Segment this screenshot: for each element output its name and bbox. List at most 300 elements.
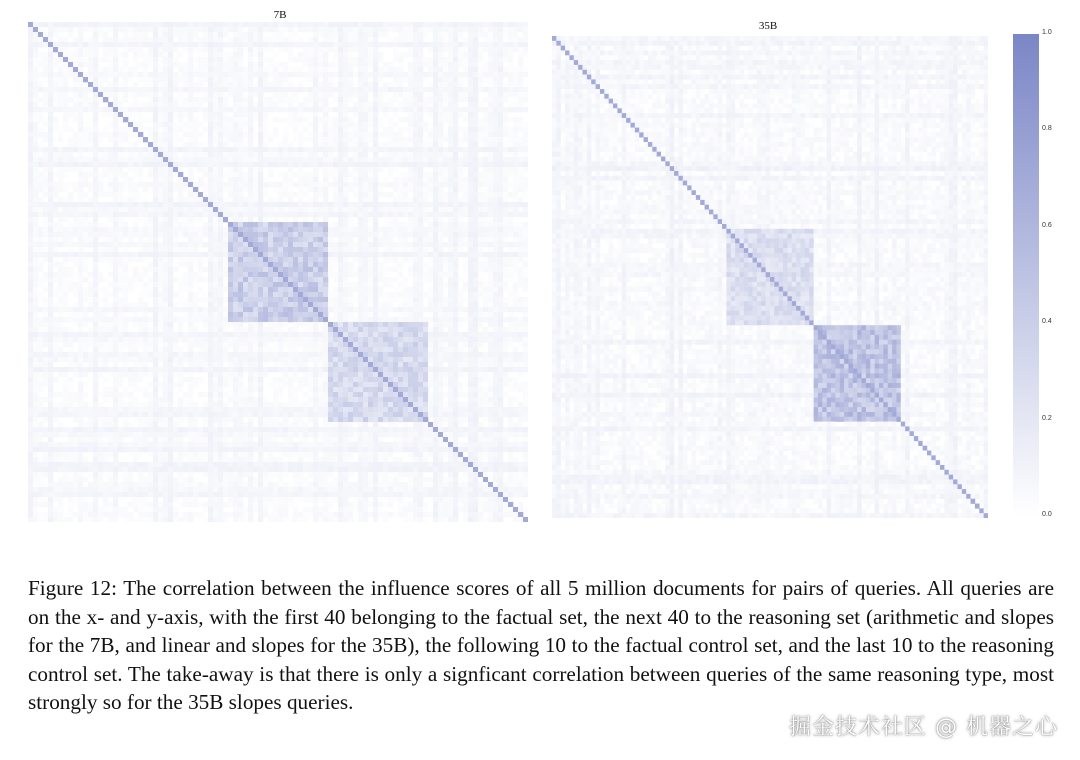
heatmap-cell [513, 42, 518, 47]
heatmap-cell [358, 77, 363, 82]
heatmap-cell [433, 62, 438, 67]
heatmap-cell [353, 152, 358, 157]
heatmap-cell [68, 287, 73, 292]
heatmap-cell [138, 132, 143, 137]
heatmap-cell [303, 72, 308, 77]
heatmap-cell [198, 72, 203, 77]
heatmap-cell [428, 247, 433, 252]
heatmap-cell [413, 277, 418, 282]
heatmap-cell [153, 222, 158, 227]
heatmap-cell [253, 87, 258, 92]
heatmap-cell [218, 32, 223, 37]
heatmap-cell [213, 227, 218, 232]
heatmap-cell [68, 67, 73, 72]
heatmap-cell [238, 107, 243, 112]
heatmap-cell [428, 297, 433, 302]
heatmap-cell [473, 112, 478, 117]
heatmap-cell [463, 152, 468, 157]
heatmap-cell [258, 172, 263, 177]
heatmap-cell [173, 227, 178, 232]
heatmap-cell [483, 287, 488, 292]
heatmap-cell [153, 47, 158, 52]
heatmap-cell [118, 52, 123, 57]
heatmap-cell [138, 127, 143, 132]
heatmap-cell [428, 222, 433, 227]
heatmap-cell [363, 192, 368, 197]
heatmap-cell [53, 32, 58, 37]
heatmap-cell [358, 197, 363, 202]
heatmap-cell [513, 77, 518, 82]
heatmap-cell [403, 152, 408, 157]
heatmap-cell [383, 142, 388, 147]
heatmap-cell [258, 62, 263, 67]
heatmap-cell [143, 72, 148, 77]
heatmap-cell [103, 167, 108, 172]
heatmap-cell [138, 277, 143, 282]
heatmap-cell [433, 217, 438, 222]
heatmap-cell [523, 287, 528, 292]
heatmap-cell [398, 247, 403, 252]
heatmap-cell [413, 92, 418, 97]
heatmap-cell [513, 242, 518, 247]
heatmap-cell [338, 137, 343, 142]
heatmap-cell [418, 292, 423, 297]
heatmap-cell [358, 22, 363, 27]
heatmap-cell [388, 292, 393, 297]
heatmap-cell [173, 247, 178, 252]
heatmap-cell [268, 22, 273, 27]
heatmap-cell [483, 62, 488, 67]
heatmap-cell [168, 167, 173, 172]
heatmap-cell [68, 97, 73, 102]
heatmap-cell [343, 222, 348, 227]
heatmap-cell [268, 102, 273, 107]
heatmap-cell [158, 137, 163, 142]
heatmap-cell [473, 107, 478, 112]
heatmap-cell [228, 52, 233, 57]
heatmap-cell [203, 147, 208, 152]
heatmap-cell [343, 207, 348, 212]
heatmap-cell [193, 217, 198, 222]
heatmap-cell [73, 92, 78, 97]
heatmap-cell [423, 277, 428, 282]
heatmap-cell [458, 187, 463, 192]
heatmap-cell [368, 177, 373, 182]
heatmap-cell [253, 247, 258, 252]
heatmap-cell [433, 42, 438, 47]
heatmap-cell [173, 72, 178, 77]
heatmap-cell [518, 147, 523, 152]
heatmap-cell [448, 157, 453, 162]
heatmap-cell [188, 267, 193, 272]
heatmap-cell [88, 142, 93, 147]
heatmap-cell [178, 92, 183, 97]
heatmap-cell [443, 92, 448, 97]
heatmap-cell [293, 282, 298, 287]
heatmap-cell [483, 232, 488, 237]
heatmap-cell [233, 237, 238, 242]
heatmap-cell [358, 72, 363, 77]
heatmap-cell [378, 237, 383, 242]
heatmap-cell [403, 287, 408, 292]
heatmap-cell [513, 37, 518, 42]
heatmap-cell [323, 257, 328, 262]
heatmap-cell [273, 287, 278, 292]
heatmap-cell [103, 97, 108, 102]
heatmap-cell [238, 147, 243, 152]
heatmap-cell [363, 32, 368, 37]
heatmap-cell [128, 207, 133, 212]
heatmap-cell [138, 157, 143, 162]
heatmap-cell [438, 187, 443, 192]
heatmap-cell [238, 102, 243, 107]
heatmap-cell [218, 227, 223, 232]
heatmap-cell [408, 77, 413, 82]
heatmap-cell [418, 42, 423, 47]
heatmap-cell [428, 142, 433, 147]
heatmap-cell [458, 182, 463, 187]
heatmap-cell [453, 167, 458, 172]
heatmap-cell [283, 152, 288, 157]
heatmap-cell [48, 222, 53, 227]
heatmap-cell [278, 142, 283, 147]
heatmap-cell [273, 67, 278, 72]
heatmap-cell [363, 172, 368, 177]
heatmap-cell [488, 217, 493, 222]
heatmap-cell [248, 22, 253, 27]
heatmap-cell [318, 42, 323, 47]
heatmap-cell [443, 182, 448, 187]
heatmap-cell [303, 97, 308, 102]
heatmap-cell [158, 132, 163, 137]
heatmap-cell [243, 182, 248, 187]
heatmap-cell [163, 242, 168, 247]
heatmap-cell [313, 262, 318, 267]
heatmap-cell [78, 42, 83, 47]
heatmap-cell [433, 72, 438, 77]
heatmap-cell [98, 97, 103, 102]
heatmap-cell [228, 182, 233, 187]
heatmap-cell [353, 227, 358, 232]
heatmap-cell [358, 257, 363, 262]
heatmap-cell [423, 77, 428, 82]
heatmap-cell [213, 272, 218, 277]
heatmap-cell [438, 62, 443, 67]
heatmap-cell [483, 267, 488, 272]
heatmap-cell [148, 212, 153, 217]
heatmap-cell [448, 272, 453, 277]
heatmap-cell [403, 292, 408, 297]
heatmap-cell [98, 72, 103, 77]
heatmap-cell [213, 82, 218, 87]
heatmap-cell [328, 27, 333, 32]
heatmap-cell [463, 97, 468, 102]
heatmap-cell [128, 217, 133, 222]
heatmap-cell [98, 207, 103, 212]
heatmap-cell [203, 187, 208, 192]
heatmap-cell [258, 102, 263, 107]
heatmap-cell [413, 177, 418, 182]
heatmap-cell [308, 222, 313, 227]
heatmap-cell [33, 227, 38, 232]
heatmap-cell [188, 252, 193, 257]
heatmap-cell [228, 162, 233, 167]
heatmap-cell [293, 92, 298, 97]
heatmap-cell [68, 202, 73, 207]
heatmap-cell [348, 87, 353, 92]
heatmap-cell [438, 57, 443, 62]
heatmap-cell [368, 52, 373, 57]
heatmap-cell [178, 172, 183, 177]
heatmap-cell [408, 22, 413, 27]
heatmap-cell [508, 202, 513, 207]
heatmap-cell [498, 222, 503, 227]
heatmap-cell [468, 57, 473, 62]
heatmap-cell [338, 42, 343, 47]
heatmap-cell [328, 72, 333, 77]
heatmap-cell [348, 297, 353, 302]
heatmap-cell [193, 252, 198, 257]
heatmap-cell [523, 232, 528, 237]
heatmap-cell [243, 132, 248, 137]
heatmap-cell [58, 97, 63, 102]
heatmap-cell [168, 127, 173, 132]
heatmap-cell [253, 162, 258, 167]
heatmap-cell [108, 42, 113, 47]
heatmap-cell [288, 187, 293, 192]
heatmap-cell [173, 222, 178, 227]
heatmap-cell [278, 222, 283, 227]
heatmap-cell [398, 127, 403, 132]
heatmap-cell [338, 222, 343, 227]
heatmap-cell [128, 47, 133, 52]
heatmap-cell [238, 202, 243, 207]
heatmap-cell [393, 292, 398, 297]
heatmap-cell [318, 222, 323, 227]
heatmap-cell [68, 142, 73, 147]
heatmap-cell [198, 52, 203, 57]
heatmap-cell [403, 32, 408, 37]
heatmap-cell [288, 247, 293, 252]
heatmap-cell [178, 252, 183, 257]
heatmap-cell [463, 107, 468, 112]
heatmap-cell [168, 92, 173, 97]
heatmap-cell [353, 122, 358, 127]
heatmap-cell [448, 297, 453, 302]
heatmap-cell [313, 27, 318, 32]
heatmap-cell [413, 242, 418, 247]
heatmap-cell [393, 107, 398, 112]
heatmap-cell [123, 247, 128, 252]
heatmap-cell [283, 62, 288, 67]
heatmap-cell [293, 182, 298, 187]
heatmap-cell [53, 242, 58, 247]
heatmap-cell [293, 242, 298, 247]
heatmap-cell [448, 27, 453, 32]
heatmap-cell [128, 237, 133, 242]
heatmap-cell [153, 252, 158, 257]
heatmap-cell [388, 22, 393, 27]
heatmap-cell [183, 157, 188, 162]
heatmap-cell [288, 237, 293, 242]
heatmap-cell [133, 302, 138, 307]
heatmap-cell [208, 67, 213, 72]
heatmap-cell [58, 272, 63, 277]
heatmap-cell [93, 147, 98, 152]
heatmap-cell [33, 262, 38, 267]
heatmap-cell [63, 87, 68, 92]
heatmap-cell [258, 92, 263, 97]
heatmap-cell [208, 22, 213, 27]
heatmap-cell [438, 222, 443, 227]
heatmap-cell [318, 182, 323, 187]
heatmap-cell [398, 52, 403, 57]
heatmap-cell [458, 127, 463, 132]
heatmap-cell [248, 212, 253, 217]
heatmap-cell [268, 137, 273, 142]
heatmap-cell [218, 52, 223, 57]
heatmap-cell [498, 207, 503, 212]
heatmap-cell [153, 292, 158, 297]
heatmap-cell [298, 277, 303, 282]
heatmap-cell [348, 182, 353, 187]
heatmap-cell [133, 112, 138, 117]
heatmap-cell [403, 182, 408, 187]
heatmap-cell [308, 272, 313, 277]
heatmap-cell [423, 212, 428, 217]
heatmap-cell [138, 242, 143, 247]
heatmap-cell [263, 252, 268, 257]
heatmap-cell [273, 232, 278, 237]
heatmap-cell [78, 157, 83, 162]
heatmap-cell [203, 197, 208, 202]
heatmap-cell [158, 157, 163, 162]
heatmap-cell [438, 162, 443, 167]
heatmap-cell [488, 82, 493, 87]
heatmap-cell [333, 52, 338, 57]
heatmap-cell [508, 137, 513, 142]
heatmap-cell [243, 277, 248, 282]
heatmap-cell [373, 67, 378, 72]
heatmap-cell [398, 72, 403, 77]
heatmap-cell [258, 162, 263, 167]
heatmap-cell [433, 277, 438, 282]
heatmap-cell [273, 27, 278, 32]
heatmap-cell [233, 282, 238, 287]
heatmap-cell [218, 132, 223, 137]
heatmap-cell [363, 22, 368, 27]
heatmap-cell [183, 87, 188, 92]
heatmap-cell [48, 167, 53, 172]
heatmap-cell [348, 92, 353, 97]
heatmap-cell [133, 37, 138, 42]
heatmap-cell [228, 242, 233, 247]
heatmap-cell [238, 227, 243, 232]
heatmap-cell [323, 177, 328, 182]
heatmap-cell [243, 242, 248, 247]
heatmap-cell [153, 262, 158, 267]
heatmap-cell [468, 162, 473, 167]
heatmap-cell [443, 227, 448, 232]
heatmap-cell [33, 132, 38, 137]
heatmap-cell [503, 152, 508, 157]
heatmap-cell [258, 67, 263, 72]
heatmap-cell [293, 237, 298, 242]
heatmap-cell [63, 67, 68, 72]
heatmap-cell [508, 257, 513, 262]
heatmap-cell [418, 127, 423, 132]
heatmap-cell [388, 107, 393, 112]
heatmap-cell [498, 287, 503, 292]
heatmap-cell [403, 72, 408, 77]
heatmap-cell [433, 147, 438, 152]
heatmap-cell [493, 277, 498, 282]
heatmap-cell [473, 157, 478, 162]
heatmap-cell [173, 102, 178, 107]
heatmap-cell [118, 282, 123, 287]
heatmap-cell [223, 82, 228, 87]
heatmap-cell [338, 192, 343, 197]
heatmap-cell [253, 132, 258, 137]
heatmap-cell [273, 227, 278, 232]
heatmap-cell [178, 147, 183, 152]
heatmap-cell [503, 192, 508, 197]
heatmap-cell [58, 162, 63, 167]
heatmap-cell [413, 217, 418, 222]
heatmap-cell [243, 262, 248, 267]
heatmap-cell [188, 97, 193, 102]
heatmap-cell [43, 122, 48, 127]
heatmap-cell [493, 187, 498, 192]
heatmap-cell [58, 237, 63, 242]
heatmap-cell [423, 202, 428, 207]
heatmap-cell [383, 87, 388, 92]
heatmap-cell [363, 152, 368, 157]
heatmap-cell [248, 247, 253, 252]
heatmap-cell [363, 157, 368, 162]
heatmap-cell [488, 107, 493, 112]
heatmap-cell [228, 297, 233, 302]
heatmap-cell [378, 57, 383, 62]
heatmap-cell [158, 177, 163, 182]
heatmap-cell [293, 272, 298, 277]
heatmap-cell [518, 282, 523, 287]
heatmap-cell [298, 152, 303, 157]
heatmap-cell [323, 182, 328, 187]
heatmap-cell [368, 112, 373, 117]
heatmap-cell [188, 152, 193, 157]
heatmap-cell [288, 222, 293, 227]
heatmap-cell [518, 122, 523, 127]
heatmap-cell [43, 97, 48, 102]
heatmap-cell [113, 282, 118, 287]
heatmap-cell [508, 82, 513, 87]
heatmap-cell [358, 147, 363, 152]
heatmap-cell [328, 122, 333, 127]
heatmap-cell [128, 252, 133, 257]
heatmap-cell [393, 212, 398, 217]
heatmap-cell [338, 172, 343, 177]
heatmap-cell [263, 132, 268, 137]
heatmap-cell [358, 202, 363, 207]
heatmap-cell [263, 107, 268, 112]
heatmap-cell [98, 227, 103, 232]
heatmap-cell [398, 267, 403, 272]
heatmap-cell [508, 152, 513, 157]
heatmap-cell [168, 252, 173, 257]
heatmap-cell [218, 197, 223, 202]
heatmap-cell [268, 207, 273, 212]
